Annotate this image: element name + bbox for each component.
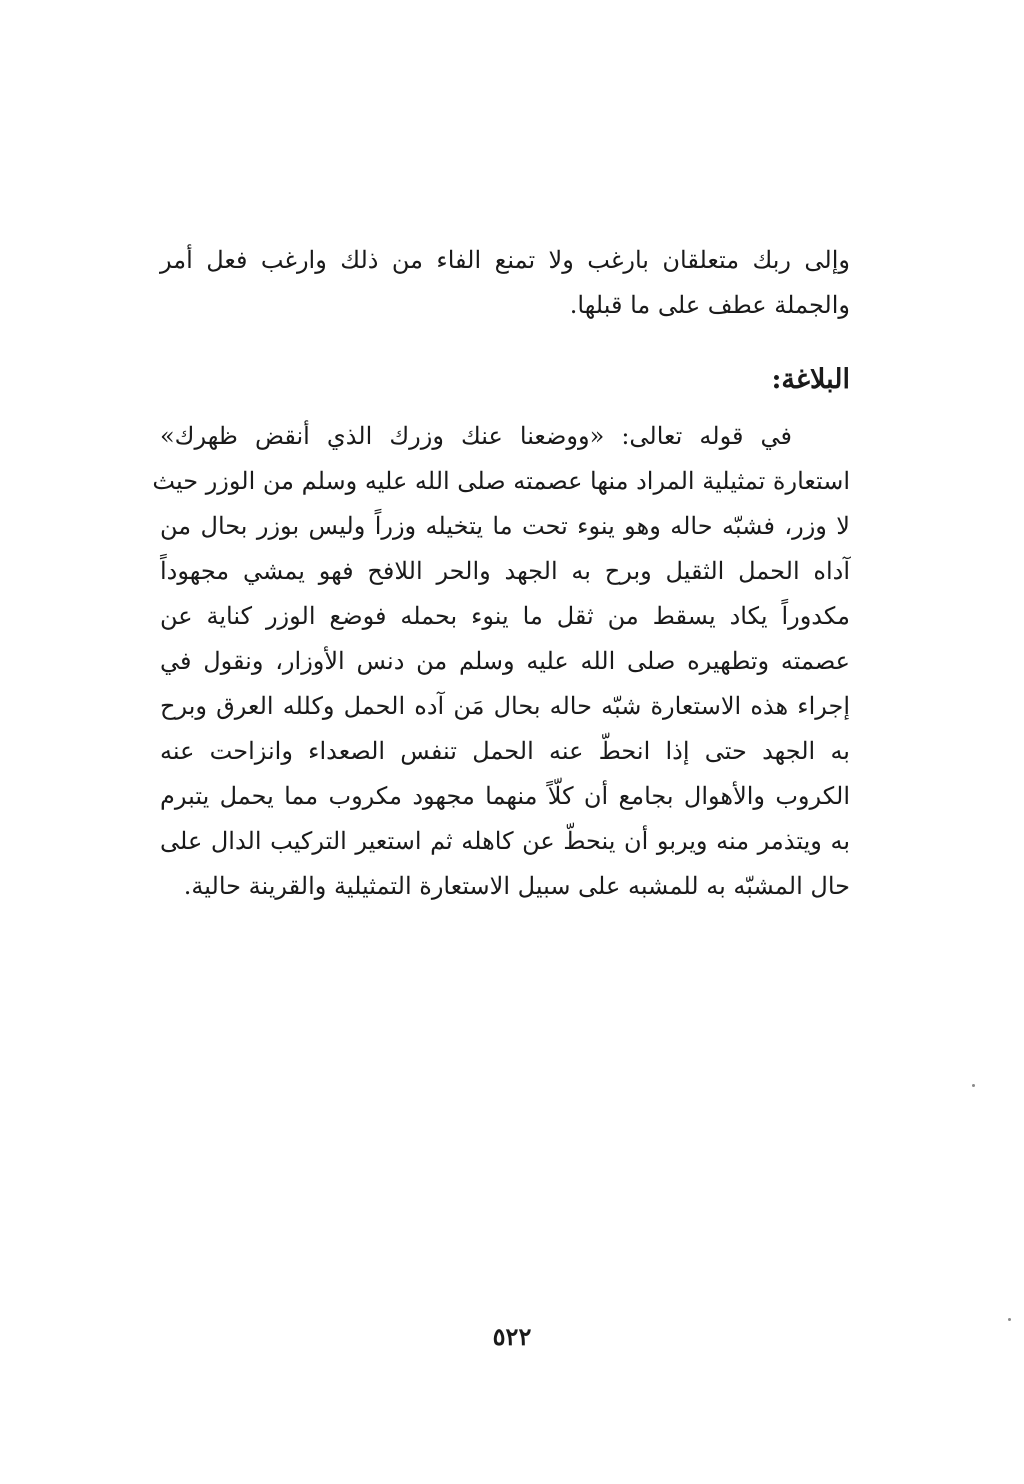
body-line: مكدوراً يكاد يسقط من ثقل ما ينوء بحمله فوضع الوزر كناية عن <box>160 602 850 630</box>
body-line: به الجهد حتى إذا انحطّ عنه الحمل تنفس الصعداء وانزاحت عنه <box>160 737 850 765</box>
body-line: به ويتذمر منه ويربو أن ينحطّ عن كاهله ثم استعير التركيب الدال على <box>160 827 850 855</box>
intro-line: والجملة عطف على ما قبلها. <box>569 291 850 319</box>
body-line: إجراء هذه الاستعارة شبّه حاله بحال مَن آده الحمل وكلله العرق وبرح <box>160 692 851 720</box>
body-line: حال المشبّه به للمشبه على سبيل الاستعارة التمثيلية والقرينة حالية. <box>183 872 850 900</box>
intro-paragraph <box>160 238 850 328</box>
page-number: ٥٢٢ <box>492 1322 532 1351</box>
scan-speck <box>972 1084 975 1087</box>
page-content <box>152 238 851 909</box>
body-line: الكروب والأهوال بجامع أن كلّاً منهما مجهود مكروب مما يحمل يتبرم <box>160 782 850 810</box>
body-line: لا وزر، فشبّه حاله وهو ينوء تحت ما يتخيله وزراً وليس بوزر بحال من <box>160 512 850 540</box>
body-line: في قوله تعالى: «ووضعنا عنك وزرك الذي أنقض ظهرك» <box>160 422 792 450</box>
body-line: استعارة تمثيلية المراد منها عصمته صلى الله عليه وسلم من الوزر حيث <box>152 467 850 495</box>
body-line: عصمته وتطهيره صلى الله عليه وسلم من دنس الأوزار، ونقول في <box>160 647 850 675</box>
section-heading: البلاغة: <box>771 364 850 395</box>
scan-speck <box>1008 1318 1011 1321</box>
rhetoric-paragraph <box>152 414 851 909</box>
intro-line: وإلى ربك متعلقان بارغب ولا تمنع الفاء من ذلك وارغب فعل أمر <box>160 246 850 274</box>
body-line: آداه الحمل الثقيل وبرح به الجهد والحر اللافح فهو يمشي مجهوداً <box>160 557 850 585</box>
